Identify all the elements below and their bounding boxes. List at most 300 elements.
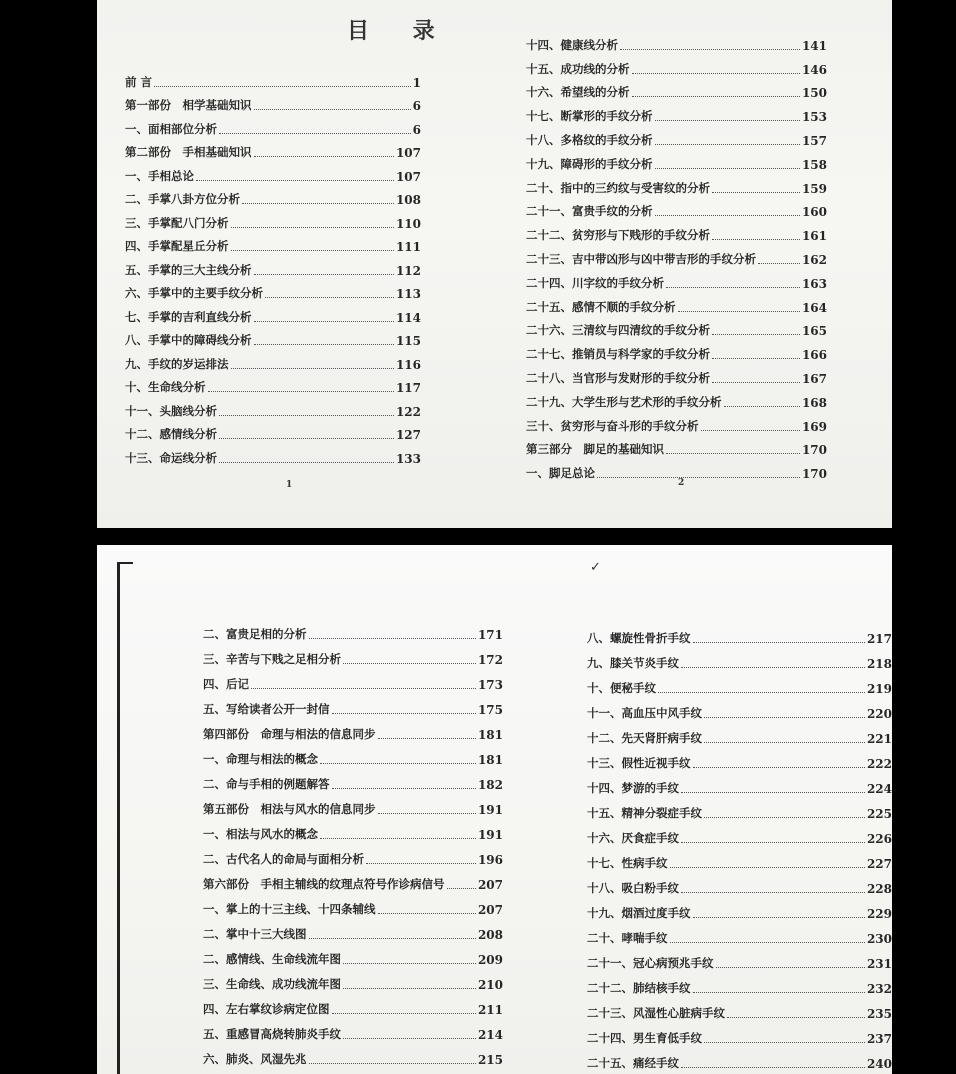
dot-leader [678,311,800,312]
dot-leader [620,49,800,50]
toc-entry-page: 208 [477,928,503,942]
toc-entry [526,243,827,267]
page-number-left: 1 [286,480,293,490]
toc-entry-label: 第四部份 命理与相法的信息同步 [203,727,376,741]
toc-entry-label: 七、手掌的吉利直线分析 [125,309,252,324]
toc-entry-label: 六、肺炎、风湿先兆 [203,1052,307,1066]
toc-entry-page: 163 [801,276,827,291]
toc-entry-page: 191 [477,803,503,817]
dot-leader [378,913,476,914]
toc-entry [526,196,827,220]
toc-left-column [125,66,421,466]
toc-entry-page: 237 [866,1032,892,1046]
dot-leader [254,156,394,157]
toc-entry-label: 二十五、痛经手纹 [587,1056,679,1070]
dot-leader [254,321,394,322]
toc-entry-label: 二十四、男生育低手纹 [587,1031,702,1045]
toc-entry-label: 四、后记 [203,677,249,691]
toc-entry-page: 127 [395,428,421,442]
toc-entry-page: 229 [866,907,892,921]
toc-entry-label: 第三部分 脚足的基础知识 [526,442,664,457]
dot-leader [727,1017,865,1018]
toc-entry-page: 170 [801,443,827,458]
toc-entry-page: 146 [801,62,827,77]
toc-entry-label: 八、手掌中的障碍线分析 [125,333,252,347]
toc-entry-label: 三十、贫穷形与奋斗形的手纹分析 [526,418,699,433]
toc-entry [587,946,892,971]
dot-leader [254,274,394,275]
dot-leader [343,963,476,964]
dot-leader [758,263,800,264]
dot-leader [632,96,800,97]
toc-entry-page: 211 [477,1003,503,1017]
toc-entry-label: 九、膝关节炎手纹 [587,656,679,670]
toc-entry-label: 二十四、川字纹的手纹分析 [526,275,664,290]
toc-entry [587,771,892,796]
toc-entry-page: 171 [477,628,503,642]
toc-entry-page: 161 [801,229,827,244]
toc-entry-page: 220 [866,707,892,721]
toc-entry-page: 164 [801,300,827,315]
toc-entry-label: 第五部份 相法与风水的信息同步 [203,802,376,816]
toc-entry-label: 二十九、大学生形与艺术形的手纹分析 [526,394,722,409]
dot-leader [658,692,865,693]
toc-entry-label: 三、辛苦与下贱之足相分析 [203,652,341,666]
toc-entry [203,892,503,917]
toc-entry [526,434,827,458]
toc-entry [203,842,503,867]
dot-leader [712,358,800,359]
toc-entry-page: 113 [395,287,421,301]
dot-leader [219,415,394,416]
toc-entry-page: 230 [866,932,892,946]
toc-entry [526,124,827,148]
dot-leader [219,462,394,463]
toc-entry-label: 五、写给读者公开一封信 [203,702,330,716]
dot-leader [231,250,394,251]
dot-leader [655,215,800,216]
toc-entry-page: 235 [866,1007,892,1021]
toc-entry-page: 214 [477,1028,503,1042]
toc-entry-page: 210 [477,978,503,992]
toc-entry-label: 六、手掌中的主要手纹分析 [125,286,263,300]
dot-leader [670,867,865,868]
toc-entry [125,325,421,349]
toc-entry [203,967,503,992]
toc-entry-label: 第六部份 手相主辅线的纹理点符号作诊病信号 [203,877,445,891]
toc-entry-label: 十、便秘手纹 [587,681,656,695]
toc-entry [526,338,827,362]
dot-leader [254,109,411,110]
toc-entry-page: 160 [801,205,827,220]
dot-leader [320,763,476,764]
toc-entry [587,921,892,946]
toc-entry [526,362,827,386]
toc-entry [587,696,892,721]
dot-leader [670,942,865,943]
toc-entry [526,410,827,434]
dot-leader [265,297,394,298]
toc-entry-label: 十四、梦游的手纹 [587,781,679,795]
toc-entry-label: 二、手掌八卦方位分析 [125,192,240,206]
toc-entry-label: 十七、断掌形的手纹分析 [526,109,653,124]
toc-entry-label: 二十七、推销员与科学家的手纹分析 [526,347,710,362]
dot-leader [712,239,800,240]
toc-entry-label: 二十三、吉中带凶形与凶中带吉形的手纹分析 [526,251,756,266]
dot-leader [712,334,800,335]
dot-leader [196,180,394,181]
dot-leader [704,742,865,743]
toc-entry [203,942,503,967]
dot-leader [716,967,865,968]
toc-entry-label: 二十五、感情不顺的手纹分析 [526,299,676,314]
toc-entry [526,53,827,77]
toc-entry [125,184,421,208]
toc-entry [587,671,892,696]
toc-entry [125,348,421,372]
dot-leader [681,667,865,668]
toc-entry [125,137,421,161]
toc-entry-label: 第二部份 手相基础知识 [125,145,252,159]
toc-title: 目 录 [347,18,453,44]
toc-entry [203,692,503,717]
toc-entry-label: 二十二、贫穷形与下贱形的手纹分析 [526,228,710,243]
toc-entry-label: 一、掌上的十三主线、十四条辅线 [203,902,376,916]
toc-entry [587,896,892,921]
toc-entry-label: 二、掌中十三大线图 [203,927,307,941]
toc-entry [203,1017,503,1042]
dot-leader [655,168,800,169]
toc-entry [587,646,892,671]
dot-leader [704,1042,865,1043]
dot-leader [704,717,865,718]
toc-entry-label: 十一、头脑线分析 [125,403,217,418]
toc-entry [203,1042,503,1067]
dot-leader [724,406,800,407]
toc-entry-page: 181 [477,753,503,767]
toc-entry-page: 207 [477,903,503,917]
toc-entry-label: 十九、烟酒过度手纹 [587,906,691,920]
toc-entry [526,219,827,243]
toc-entry-page: 1 [412,75,421,90]
toc-entry-page: 196 [477,853,503,867]
toc-entry [125,254,421,278]
toc-entry-label: 十五、精神分裂症手纹 [587,806,702,820]
toc-entry-label: 二十一、富贵手纹的分析 [526,204,653,219]
toc-entry-page: 170 [801,467,827,482]
dot-leader [343,988,476,989]
toc-entry [526,291,827,315]
toc-entry [526,267,827,291]
toc-entry-page: 219 [866,682,892,696]
toc-entry-page: 209 [477,953,503,967]
dot-leader [693,992,865,993]
toc-entry-page: 225 [866,807,892,821]
toc-entry-page: 215 [477,1053,503,1067]
toc-entry [587,821,892,846]
toc-entry [203,917,503,942]
toc-entry [587,871,892,896]
toc-entry-label: 一、面相部位分析 [125,121,217,136]
toc-entry-page: 111 [395,240,421,254]
toc-entry-page: 169 [801,419,827,434]
toc-entry [526,457,827,481]
toc-entry [587,996,892,1021]
toc-entry [125,90,421,114]
toc-entry-page: 165 [801,324,827,339]
toc-entry-label: 二十一、冠心病预兆手纹 [587,956,714,970]
toc-entry-label: 一、脚足总论 [526,466,595,481]
toc-entry [526,315,827,339]
dot-leader [251,688,476,689]
toc-entry-page: 107 [395,146,421,160]
page-number-right: 2 [678,478,685,488]
toc-entry-page: 226 [866,832,892,846]
toc-entry-label: 十八、多格纹的手纹分析 [526,132,653,147]
dot-leader [632,73,800,74]
toc-entry-page: 191 [477,828,503,842]
toc-entry-label: 一、命理与相法的概念 [203,752,318,766]
dot-leader [309,638,476,639]
toc-entry-page: 217 [866,632,892,646]
toc-entry [203,642,503,667]
toc-entry [526,29,827,53]
toc-entry-label: 一、相法与风水的概念 [203,827,318,841]
dot-leader [597,477,800,478]
toc-entry-label: 二十二、肺结核手纹 [587,981,691,995]
toc-entry-label: 五、手掌的三大主线分析 [125,262,252,277]
toc-entry-page: 172 [477,653,503,667]
toc-entry-label: 十一、高血压中风手纹 [587,706,702,720]
toc-entry [203,992,503,1017]
toc-right-column [526,29,827,481]
toc-entry-label: 四、手掌配星丘分析 [125,239,229,253]
toc-entry-page: 228 [866,882,892,896]
toc-entry-page: 231 [866,957,892,971]
dot-leader [254,344,394,345]
dot-leader [693,642,865,643]
toc-entry [203,767,503,792]
toc-entry-label: 十八、吸白粉手纹 [587,881,679,895]
toc-entry-page: 224 [866,782,892,796]
dot-leader [208,391,394,392]
toc-entry [587,796,892,821]
toc-entry-page: 162 [801,252,827,267]
toc-entry-label: 十三、假性近视手纹 [587,756,691,770]
toc-entry [125,372,421,396]
toc-entry [125,113,421,137]
toc-entry-label: 九、手纹的岁运排法 [125,356,229,371]
toc-entry-page: 222 [866,757,892,771]
toc-entry [125,160,421,184]
toc-entry-label: 十二、感情线分析 [125,427,217,441]
toc-entry [203,667,503,692]
toc-entry [125,395,421,419]
toc-entry-page: 168 [801,395,827,410]
toc-entry-page: 159 [801,181,827,196]
dot-leader [712,192,800,193]
dot-leader [219,438,394,439]
toc-entry-page: 218 [866,657,892,671]
toc-entry [203,792,503,817]
toc-entry-label: 十九、障碍形的手纹分析 [526,156,653,171]
toc-entry-label: 十五、成功线的分析 [526,61,630,76]
dot-leader [320,838,476,839]
toc-entry-page: 158 [801,157,827,172]
toc-entry-page: 173 [477,678,503,692]
toc-entry-page: 240 [866,1057,892,1071]
dot-leader [447,888,476,889]
dot-leader [378,813,476,814]
toc-entry-label: 十三、命运线分析 [125,450,217,465]
dot-leader [655,120,800,121]
toc-entry [526,172,827,196]
toc-entry-page: 157 [801,133,827,148]
toc-entry-label: 十四、健康线分析 [526,37,618,52]
dot-leader [309,938,476,939]
toc-entry-label: 十六、厌食症手纹 [587,831,679,845]
dot-leader [231,368,394,369]
toc-entry [125,442,421,466]
toc-entry-label: 二十六、三清纹与四清纹的手纹分析 [526,323,710,338]
toc-entry [587,621,892,646]
dot-leader [666,287,800,288]
toc-entry-label: 十二、先天肾肝病手纹 [587,731,702,745]
binding-edge [117,562,120,1074]
dot-leader [366,863,476,864]
dot-leader [309,1063,476,1064]
toc-entry [125,301,421,325]
toc-entry-page: 182 [477,778,503,792]
toc-entry-label: 二、感情线、生命线流年图 [203,952,341,966]
toc-entry-page: 114 [395,310,421,325]
toc-entry [203,867,503,892]
toc-entry-label: 二、富贵足相的分析 [203,627,307,641]
toc-entry [203,742,503,767]
toc-entry [526,77,827,101]
toc-entry-label: 二、命与手相的例题解答 [203,777,330,791]
toc-entry-label: 二十八、当官形与发财形的手纹分析 [526,370,710,385]
toc-entry-page: 6 [412,99,421,113]
toc-entry [587,971,892,996]
toc-entry [125,278,421,302]
toc-entry-label: 十七、性病手纹 [587,856,668,870]
toc-entry-label: 三、生命线、成功线流年图 [203,977,341,991]
toc-entry [526,386,827,410]
toc-entry-page: 117 [395,381,421,395]
toc-entry-page: 167 [801,371,827,386]
dot-leader [681,842,865,843]
dot-leader [681,792,865,793]
toc-entry-page: 227 [866,857,892,871]
toc-entry-label: 四、左右掌纹诊病定位图 [203,1002,330,1016]
toc-entry-label: 二十、指中的三约纹与受害纹的分析 [526,180,710,195]
dot-leader [701,430,800,431]
bottom-document-photo [97,545,892,1074]
toc-entry [125,419,421,443]
toc-entry [587,1021,892,1046]
dot-leader [242,203,394,204]
toc-entry [125,207,421,231]
toc-entry-page: 181 [477,728,503,742]
pen-mark: ✓ [590,560,601,575]
dot-leader [378,738,476,739]
toc-entry-page: 115 [395,334,421,348]
toc-entry-label: 五、重感冒高烧转肺炎手纹 [203,1027,341,1041]
toc-entry-page: 141 [801,38,827,53]
toc-entry-label: 前 言 [125,74,153,89]
toc-entry [203,617,503,642]
toc-entry-page: 107 [395,169,421,184]
dot-leader [332,788,476,789]
dot-leader [681,892,865,893]
toc-entry-label: 三、手掌配八门分析 [125,215,229,230]
toc-left-column [203,617,503,1067]
toc-entry-page: 108 [395,193,421,207]
dot-leader [655,144,800,145]
dot-leader [332,1013,476,1014]
toc-entry-page: 150 [801,86,827,101]
dot-leader [219,133,411,134]
dot-leader [681,1067,865,1068]
toc-entry-label: 一、手相总论 [125,168,194,183]
toc-right-column [587,621,892,1071]
toc-entry [203,817,503,842]
toc-entry [526,100,827,124]
dot-leader [343,663,476,664]
toc-entry [587,746,892,771]
dot-leader [693,767,865,768]
toc-entry [125,66,421,90]
dot-leader [704,817,865,818]
toc-entry-page: 110 [395,216,421,231]
toc-entry-page: 116 [395,357,421,372]
binding-edge-top [117,562,133,564]
toc-entry-page: 221 [866,732,892,746]
toc-entry-label: 八、螺旋性骨折手纹 [587,631,691,645]
toc-entry [526,148,827,172]
dot-leader [712,382,800,383]
toc-entry-page: 175 [477,703,503,717]
toc-entry-label: 十、生命线分析 [125,380,206,394]
toc-entry [587,721,892,746]
toc-entry-label: 第一部份 相学基础知识 [125,98,252,112]
toc-entry [125,231,421,255]
toc-entry-label: 二、古代名人的命局与面相分析 [203,852,364,866]
toc-entry-page: 122 [395,404,421,419]
dot-leader [332,713,476,714]
toc-entry-page: 112 [395,263,421,278]
toc-entry-page: 133 [395,451,421,466]
toc-entry-label: 十六、希望线的分析 [526,85,630,100]
toc-entry-page: 153 [801,110,827,125]
dot-leader [343,1038,476,1039]
toc-entry [203,717,503,742]
toc-entry-page: 6 [412,122,421,137]
toc-entry [587,1046,892,1071]
toc-entry-label: 二十、哮喘手纹 [587,931,668,945]
dot-leader [154,86,411,87]
toc-entry [587,846,892,871]
dot-leader [666,453,800,454]
dot-leader [231,227,394,228]
toc-entry-page: 232 [866,982,892,996]
toc-entry-page: 207 [477,878,503,892]
toc-entry-label: 二十三、风湿性心脏病手纹 [587,1006,725,1020]
toc-entry-page: 166 [801,348,827,363]
top-document-photo [97,0,892,528]
dot-leader [693,917,865,918]
